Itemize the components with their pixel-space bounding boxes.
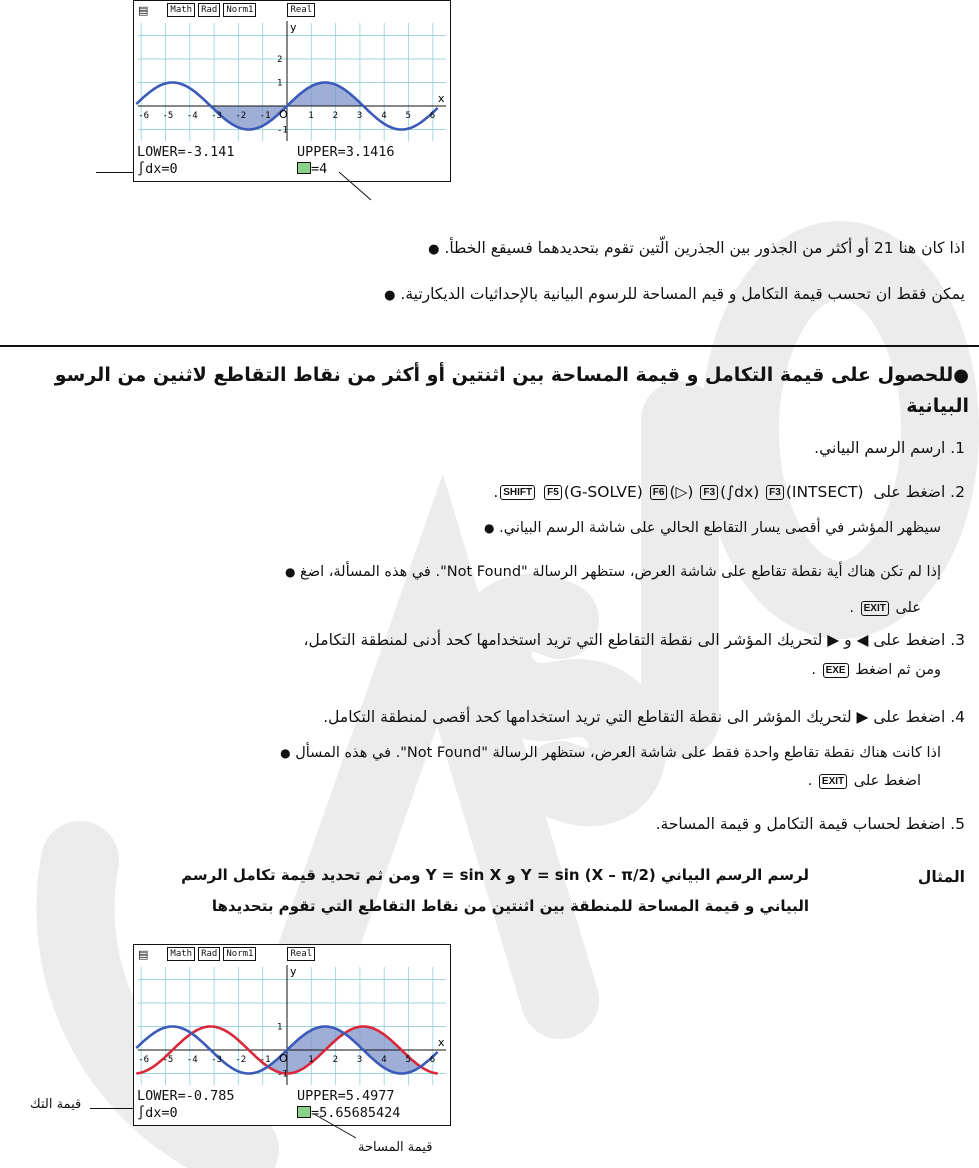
key-exe: EXE bbox=[823, 663, 849, 678]
x-tick-label: 6 bbox=[429, 1055, 436, 1065]
mode-chip-rad: Rad bbox=[198, 3, 220, 17]
x-tick-label: 2 bbox=[332, 1055, 339, 1065]
upper-readout: UPPER=3.1416 bbox=[297, 144, 395, 160]
y-tick-label: 1 bbox=[277, 1022, 283, 1033]
x-tick-label: -2 bbox=[235, 111, 247, 121]
doc-icon: ▤ bbox=[138, 3, 149, 17]
x-tick-label: -6 bbox=[138, 111, 150, 121]
step-4-bullet-1: اذا كانت هناك نقطة تقاطع واحدة فقط على شاشة العرض، ستظهر الرسالة "Not Found". في هذه المسأل ● bbox=[280, 745, 941, 761]
integral-readout: ∫dx=0 bbox=[137, 1105, 178, 1121]
step-5: 5. اضغط لحساب قيمة التكامل و قيمة المساحة. bbox=[655, 815, 965, 833]
x-tick-label: -6 bbox=[138, 1055, 150, 1065]
x-tick-label: -1 bbox=[259, 1055, 271, 1065]
x-tick-label: 2 bbox=[332, 111, 339, 121]
area-readout: =4 bbox=[297, 161, 327, 177]
area-readout: =5.65685424 bbox=[297, 1105, 400, 1121]
key-f6: F6 bbox=[650, 485, 668, 500]
key-f3: F3 bbox=[700, 485, 718, 500]
x-tick-label: 5 bbox=[405, 111, 411, 121]
y-axis-label: y bbox=[290, 21, 297, 34]
step-4-bullet-1-cont: اضغط على EXIT . bbox=[807, 773, 921, 789]
x-tick-label: 6 bbox=[429, 111, 436, 121]
x-tick-label: -3 bbox=[211, 1055, 222, 1065]
area-icon bbox=[297, 1106, 311, 1118]
x-tick-label: 1 bbox=[308, 111, 314, 121]
y-tick-label: -1 bbox=[277, 125, 288, 136]
mode-chip-math: Math bbox=[167, 3, 195, 17]
x-tick-label: -5 bbox=[162, 111, 174, 121]
x-tick-label: -2 bbox=[235, 1055, 247, 1065]
origin-label: O bbox=[279, 1052, 288, 1065]
step-3-cont: ومن ثم اضغط EXE . bbox=[811, 662, 941, 678]
step-1: 1. ارسم الرسم البياني. bbox=[814, 439, 965, 457]
x-tick-label: 3 bbox=[356, 1055, 363, 1065]
example-text-line-2: البياني و قيمة المساحة للمنطقة بين اثنتين من نقاط التقاطع التي تقوم بتحديدها bbox=[211, 897, 809, 915]
origin-label: O bbox=[279, 108, 288, 121]
y-tick-label: -1 bbox=[277, 1069, 288, 1080]
mode-chip-real: Real bbox=[287, 947, 315, 961]
lower-readout: LOWER=-3.141 bbox=[137, 144, 235, 160]
key-exit: EXIT bbox=[861, 601, 889, 616]
note-bullet-1: اذا كان هنا 21 أو أكثر من الجذور بين الجذرين الّتين تقوم بتحديدهما فسيقع الخطأ. ● bbox=[428, 239, 965, 257]
callout-line-area-2 bbox=[310, 1112, 360, 1142]
step-2-bullet-1: سيظهر المؤشر في أقصى يسار التقاطع الحالي على شاشة الرسم البياني. ● bbox=[484, 520, 941, 536]
callout-line-integral-1 bbox=[96, 172, 134, 173]
y-tick-label: 1 bbox=[277, 78, 283, 89]
callout-label-area: قيمة المساحة bbox=[358, 1140, 433, 1155]
callout-line-area-1 bbox=[335, 170, 375, 202]
step-2: 2. اضغط على SHIFT F5 (G-SOLVE) F6 (▷) F3 (∫dx) F3 (INTSECT) . bbox=[493, 483, 965, 501]
area-icon bbox=[297, 162, 311, 174]
mode-chip-real: Real bbox=[287, 3, 315, 17]
x-tick-label: 4 bbox=[381, 111, 387, 121]
x-tick-label: -1 bbox=[259, 111, 271, 121]
key-f5: F5 bbox=[544, 485, 562, 500]
note-bullet-2: يمكن فقط ان تحسب قيمة التكامل و قيم المساحة للرسوم البيانية بالإحداثيات الديكارتية. ● bbox=[384, 285, 965, 303]
x-tick-label: 1 bbox=[308, 1055, 314, 1065]
x-tick-label: -5 bbox=[162, 1055, 174, 1065]
callout-line-integral-2 bbox=[90, 1108, 134, 1109]
x-tick-label: 3 bbox=[356, 111, 363, 121]
section-divider bbox=[0, 345, 979, 347]
y-axis-label: y bbox=[290, 965, 297, 978]
mode-chip-rad: Rad bbox=[198, 947, 220, 961]
calculator-screen-2 bbox=[133, 944, 451, 1126]
x-tick-label: -4 bbox=[186, 111, 198, 121]
example-label: المثال bbox=[917, 868, 965, 886]
key-exit-2: EXIT bbox=[819, 774, 847, 789]
mode-chip-norm: Norm1 bbox=[223, 947, 256, 961]
x-tick-label: 5 bbox=[405, 1055, 411, 1065]
step-2-bullet-2: إذا لم تكن هناك أية نقطة تقاطع على شاشة العرض، ستظهر الرسالة "Not Found". في هذه المسألة، اضغ ● bbox=[284, 564, 941, 580]
integral-readout: ∫dx=0 bbox=[137, 161, 178, 177]
example-text-line-1: لرسم الرسم البياني (X – π/2) Y = sin و Y = sin X ومن ثم تحديد قيمة تكامل الرسم bbox=[181, 866, 809, 884]
step-4: 4. اضغط على ▶ لتحريك المؤشر الى نقطة التقاطع التي تريد استخدامها كحد أقصى لمنطقة التكامل. bbox=[323, 708, 965, 726]
lower-readout: LOWER=-0.785 bbox=[137, 1088, 235, 1104]
y-tick-label: 2 bbox=[277, 55, 283, 65]
status-bar bbox=[134, 945, 315, 963]
status-bar bbox=[134, 1, 315, 19]
mode-chip-norm: Norm1 bbox=[223, 3, 256, 17]
calculator-screen-1 bbox=[133, 0, 451, 182]
step-2-bullet-2-cont: على EXIT . bbox=[849, 600, 921, 616]
key-shift: SHIFT bbox=[500, 485, 535, 500]
x-tick-label: -4 bbox=[186, 1055, 198, 1065]
key-f3-2: F3 bbox=[766, 485, 784, 500]
x-tick-label: -3 bbox=[211, 111, 222, 121]
section-heading: ●للحصول على قيمة التكامل و قيمة المساحة بين اثنتين أو أكثر من نقاط التقاطع لاثنين من الرسو البيانية bbox=[54, 364, 969, 417]
x-tick-label: 4 bbox=[381, 1055, 387, 1065]
mode-chip-math: Math bbox=[167, 947, 195, 961]
x-axis-label: x bbox=[438, 92, 445, 105]
x-axis-label: x bbox=[438, 1036, 445, 1049]
doc-icon: ▤ bbox=[138, 947, 149, 961]
step-3: 3. اضغط على ◀ و ▶ لتحريك المؤشر الى نقطة التقاطع التي تريد استخدامها كحد أدنى لمنطقة التكامل، bbox=[303, 631, 965, 649]
upper-readout: UPPER=5.4977 bbox=[297, 1088, 395, 1104]
callout-label-integral: قيمة التك bbox=[30, 1097, 82, 1112]
